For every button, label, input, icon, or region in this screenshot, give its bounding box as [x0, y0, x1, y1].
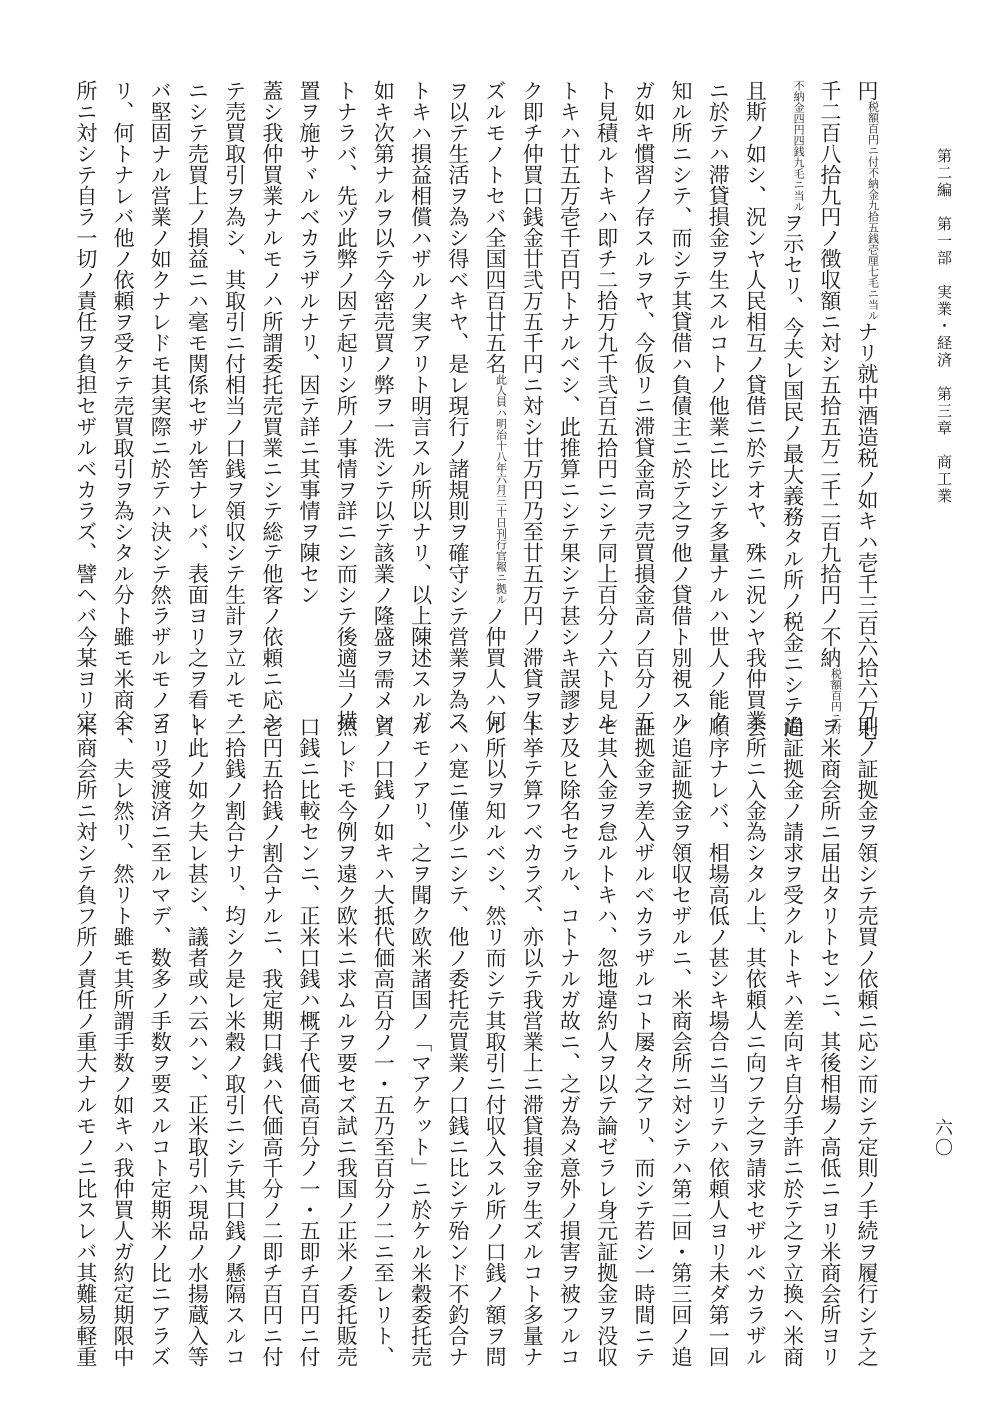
column-text: 買ノ口銭ノ如キハ大抵代価高百分ノ一・五乃至百分ノ二ニ至レリト、: [371, 716, 396, 1367]
column-text: リ、何トナレバ他ノ依頼ヲ受ケテ売買取引ヲ為シタル分ト雖モ米商会: [111, 80, 135, 731]
inline-annotation: 税額百円ニ付不納金九拾五銭壱厘七毛ニ当ル: [866, 101, 880, 321]
text-column: [777, 716, 809, 1367]
text-column: [591, 716, 623, 1367]
column-text: シ及ヒ除名セラル、コトナルガ故ニ、之ガ為メ意外ノ損害ヲ被フルコ: [557, 716, 582, 1367]
text-column: [553, 80, 585, 731]
column-text: 口銭ニ比較センニ、正米口銭ハ概子代価高百分ノ一・五即チ百円ニ付: [297, 716, 321, 1367]
text-column: [479, 716, 511, 1367]
text-column: [814, 80, 846, 734]
column-text: トキハ損益相償ハザルノ実アリト明言スル所以ナリ、以上陳述スルガ: [408, 80, 433, 731]
column-text: ト、夫レ然リ、然リト雖モ其所謂手数ノ如キハ我仲買人ガ約定期限中: [111, 716, 135, 1367]
column-text: ノ仲買人ハ何: [483, 605, 507, 731]
text-column: [628, 716, 660, 1367]
column-text: テ売買取引ヲ為シ、其取引ニ付相当ノ口銭ヲ領収シテ生計ヲ立ルモノ: [222, 80, 247, 731]
column-text: ズルモノトセバ全国四百廿五名: [483, 80, 507, 374]
text-column: [591, 80, 623, 731]
text-column: [70, 716, 102, 1367]
text-column: [777, 80, 809, 737]
column-text: ヨリ受渡済ニ至ルマデ、数多ノ手数ヲ要スルコト定期米ノ比ニアラズ: [148, 716, 173, 1367]
column-text: 則ノ証拠金ヲ領シテ売買ノ依頼ニ応シ而シテ定則ノ手続ヲ履行シテ之: [855, 716, 879, 1367]
column-text: ニ於テハ滞貸損金ヲ生スルコトノ他業ニ比シテ多量ナルハ世人ノ能ク: [706, 80, 731, 731]
text-column: [107, 80, 139, 731]
column-text: トナラバ、先ヅ此弊ノ因テ起リシ所ノ事情ヲ詳ニシ而シテ後適当ノ措: [334, 80, 359, 731]
column-text: モ其入金ヲ怠ルトキハ、忽地違約人ヲ以テ論ゼラレ身元証拠金ヲ没収: [594, 716, 619, 1367]
column-text: ト挙テ算フベカラズ、亦以テ我営業上ニ滞貸損金ヲ生ズルコト多量ナ: [520, 716, 545, 1367]
column-text: 追証拠金ノ請求ヲ受クルトキハ差向キ自分手許ニ於テ之ヲ立換ヘ米商: [780, 716, 805, 1367]
text-column: [628, 80, 660, 731]
column-text: ガ如キ慣習ノ存スルヲヤ、今仮リニ滞貸金高ヲ売買損金高ノ百分ノ五: [631, 80, 656, 731]
text-column: [293, 80, 325, 680]
column-text: 円: [855, 80, 879, 101]
column-text: トキハ廿五万壱千百円トナルベシ、此推算ニシテ果シテ甚シキ誤謬ナ: [557, 80, 582, 731]
text-column: [219, 716, 251, 1367]
column-text: ト此ノ如ク夫レ甚シ、議者或ハ云ハン、正米取引ハ現品ノ水揚蔵入等: [185, 716, 210, 1367]
column-text: ヘハ寔ニ僅少ニシテ、他ノ委托売買業ノ口銭ニ比シテ殆ンド不釣合ナ: [445, 716, 470, 1367]
text-column: [330, 80, 362, 731]
page-number: 六〇: [932, 1118, 953, 1158]
text-column: [107, 716, 139, 1367]
column-text: 会所ニ入金為シタル上、其依頼人ニ向フテ之ヲ請求セザルベカラザル: [743, 716, 768, 1367]
text-column: [665, 716, 697, 1367]
text-column: [181, 80, 213, 731]
column-text: ト見積ルトキハ即チ二拾万九千弐百五拾円ニシテ同上百分ノ六ト見ル: [594, 80, 619, 731]
text-column: [739, 80, 771, 731]
column-text: 千二百八拾九円ノ徴収額ニ対シ五拾五万二千二百九拾円ノ不納: [817, 80, 842, 668]
text-column: [70, 80, 102, 731]
column-text: 所ニ対シテ自ラ一切ノ責任ヲ負担セザルベカラズ、譬ヘバ今某ヨリ定: [73, 80, 98, 731]
column-text: 且斯ノ如シ、況ンヤ人民相互ノ貸借ニ於テオヤ、殊ニ況ンヤ我仲買業: [743, 80, 768, 731]
text-column: [814, 716, 846, 1367]
text-column: [293, 716, 325, 1367]
text-column: [256, 80, 288, 731]
column-text: 順序ナレバ、相場高低ノ甚シキ場合ニ当リテハ依頼人ヨリ未ダ第一回: [706, 716, 731, 1367]
column-text: 蓋シ我仲買業ナルモノハ所謂委托売買業ニシテ総テ他客ノ依頼ニ応シ: [259, 80, 284, 731]
text-column: [442, 80, 474, 731]
column-text: ルモノアリ、之ヲ聞ク欧米諸国ノ「マアケット」ニ於ケル米穀委托売: [408, 716, 433, 1367]
text-column: [181, 716, 213, 1367]
column-text: ヲ以テ生活ヲ為シ得ベキヤ、是レ現行ノ諸規則ヲ確守シテ営業ヲ為ス: [445, 80, 470, 731]
text-column: [367, 80, 399, 731]
column-text: 然レドモ今例ヲ遠ク欧米ニ求ムルヲ要セズ試ニ我国ノ正米ノ委托販売: [334, 716, 359, 1367]
column-text: 二拾銭ノ割合ナリ、均シク是レ米穀ノ取引ニシテ其口銭ノ懸隔スルコ: [222, 716, 247, 1367]
column-text: ヲ米商会所ニ届出タリトセンニ、其後相場ノ高低ニヨリ米商会所ヨリ: [817, 716, 842, 1367]
text-column: [367, 716, 399, 1367]
column-text: ノ追証拠金ヲ領収セザルニ、米商会所ニ対シテハ第二回・第三回ノ追: [669, 716, 693, 1367]
text-column: [739, 716, 771, 1367]
text-column: [330, 716, 362, 1367]
text-column: [479, 80, 511, 731]
inline-annotation: 此人員ハ明治十八年六月三十日刊行官報ニ拠ル: [494, 374, 508, 605]
inline-annotation: 不納金四円四銭九毛ニ当ル: [792, 80, 806, 212]
column-text: 如キ次第ナルヲ以テ今密売買ノ弊ヲ一洗シテ以テ該業ノ隆盛ヲ需メン: [371, 80, 396, 731]
text-column: [702, 716, 734, 1367]
column-text: バ堅固ナル営業ノ如クナレドモ其実際ニ於テハ決シテ然ラザルモノア: [148, 80, 173, 731]
text-column: [405, 716, 437, 1367]
text-column: [144, 80, 176, 731]
text-column: [665, 80, 697, 731]
column-text: ナリ就中酒造税ノ如キハ壱千三百六拾六万七: [855, 321, 879, 741]
text-column: [553, 716, 585, 1367]
text-column: [405, 80, 437, 731]
text-column: [851, 80, 883, 741]
column-text: ル所以ヲ知ルベシ、然リ而シテ其取引ニ付収入スル所ノ口銭ノ額ヲ問: [483, 716, 507, 1367]
text-column: [516, 80, 548, 731]
text-column: [442, 716, 474, 1367]
column-text: ク即チ仲買口銭金廿弐万五千円ニ対シ廿万円乃至廿五万円ノ滞貸ヲ生: [520, 80, 545, 731]
text-column: [144, 716, 176, 1367]
column-text: ニシテ売買上ノ損益ニハ毫モ関係セザル筈ナレバ、表面ヨリ之ヲ看レ: [185, 80, 210, 731]
text-column: [256, 716, 288, 1367]
column-text: 知ル所ニシテ、而シテ其貸借ハ負債主ニ於テ之ヲ他ノ貸借ト別視スル: [669, 80, 693, 731]
text-column: [851, 716, 883, 1367]
column-text: ヲ示セリ、今夫レ国民ノ最大義務タル所ノ税金ニシテ尚: [780, 212, 805, 737]
running-header: 第二編 第一部 実業・経済 第三章 商工業: [935, 148, 953, 505]
column-text: 証拠金ヲ差入ザルベカラザルコト屡々之アリ、而シテ若シ一時間ニテ: [631, 716, 656, 1367]
inline-annotation: 税額百円ニ付: [829, 668, 843, 734]
column-text: 置ヲ施サヾルベカラザルナリ、因テ詳ニ其事情ヲ陳セン: [297, 80, 321, 605]
column-text: 壱円五拾銭ノ割合ナルニ、我定期口銭ハ代価高千分ノ二即チ百円ニ付: [259, 716, 284, 1367]
column-text: 米商会所ニ対シテ負フ所ノ責任ノ重大ナルモノニ比スレバ其難易軽重: [73, 716, 98, 1367]
text-column: [702, 80, 734, 731]
text-column: [516, 716, 548, 1367]
text-column: [219, 80, 251, 731]
